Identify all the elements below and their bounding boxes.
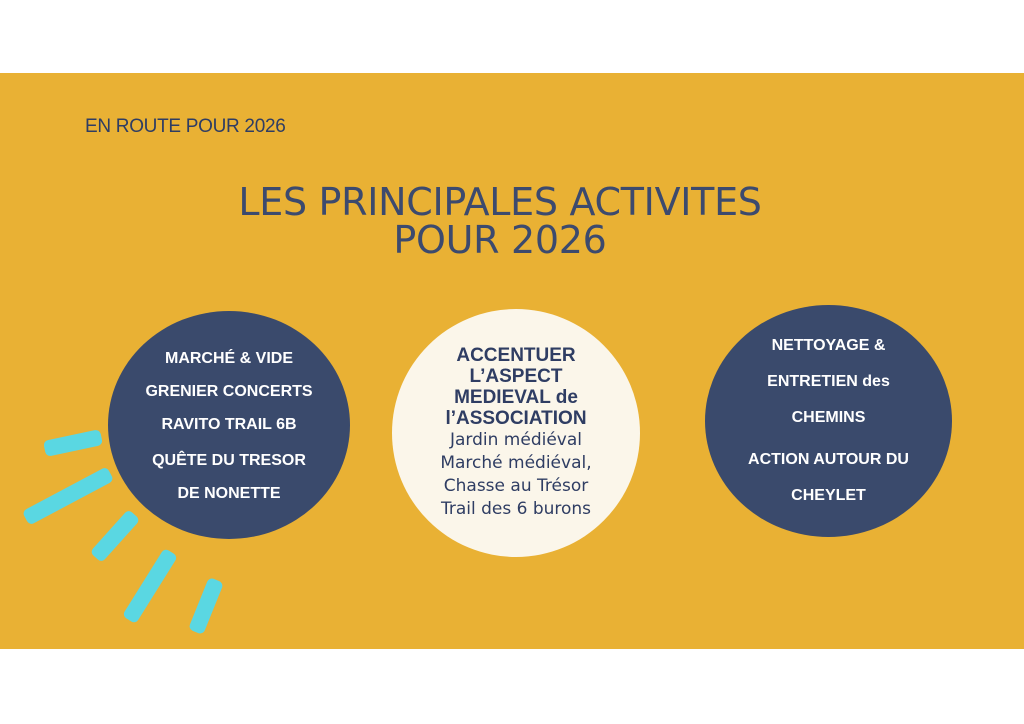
left-line-2: GRENIER CONCERTS (145, 383, 313, 400)
decorative-ray-1 (43, 429, 103, 457)
decorative-ray-5 (188, 577, 224, 635)
title-line-2: POUR 2026 (393, 218, 607, 262)
right-line-3: CHEMINS (791, 409, 866, 426)
activities-circle-center (392, 309, 640, 557)
center-item-3: Chasse au Trésor (443, 476, 589, 496)
center-item-4: Trail des 6 burons (440, 499, 592, 519)
left-line-4: QUÊTE DU TRESOR (152, 452, 306, 469)
page-title (0, 180, 1000, 262)
activities-circle-right (705, 305, 952, 537)
center-item-2: Marché médiéval, (440, 453, 592, 473)
activities-circle-left (108, 311, 350, 539)
right-line-1: NETTOYAGE & (771, 337, 886, 354)
decorative-ray-2 (22, 466, 114, 525)
left-line-5: DE NONETTE (177, 485, 281, 502)
title-line-1: LES PRINCIPALES ACTIVITES (238, 180, 762, 224)
right-line-4: ACTION AUTOUR DU (748, 451, 909, 468)
decorative-ray-3 (90, 509, 141, 563)
center-heading-3: MEDIEVAL de (454, 387, 578, 408)
center-heading-4: l’ASSOCIATION (445, 408, 587, 429)
center-item-1: Jardin médiéval (449, 430, 582, 450)
slide-panel (0, 73, 1024, 649)
center-heading-1: ACCENTUER (456, 345, 576, 366)
left-line-3: RAVITO TRAIL 6B (161, 416, 297, 433)
center-heading-2: L’ASPECT (469, 366, 563, 387)
kicker-text: EN ROUTE POUR 2026 (85, 116, 286, 137)
decorative-ray-4 (122, 548, 178, 624)
right-line-5: CHEYLET (791, 487, 866, 504)
right-line-2: ENTRETIEN des (767, 373, 890, 390)
left-line-1: MARCHÉ & VIDE (164, 350, 293, 367)
